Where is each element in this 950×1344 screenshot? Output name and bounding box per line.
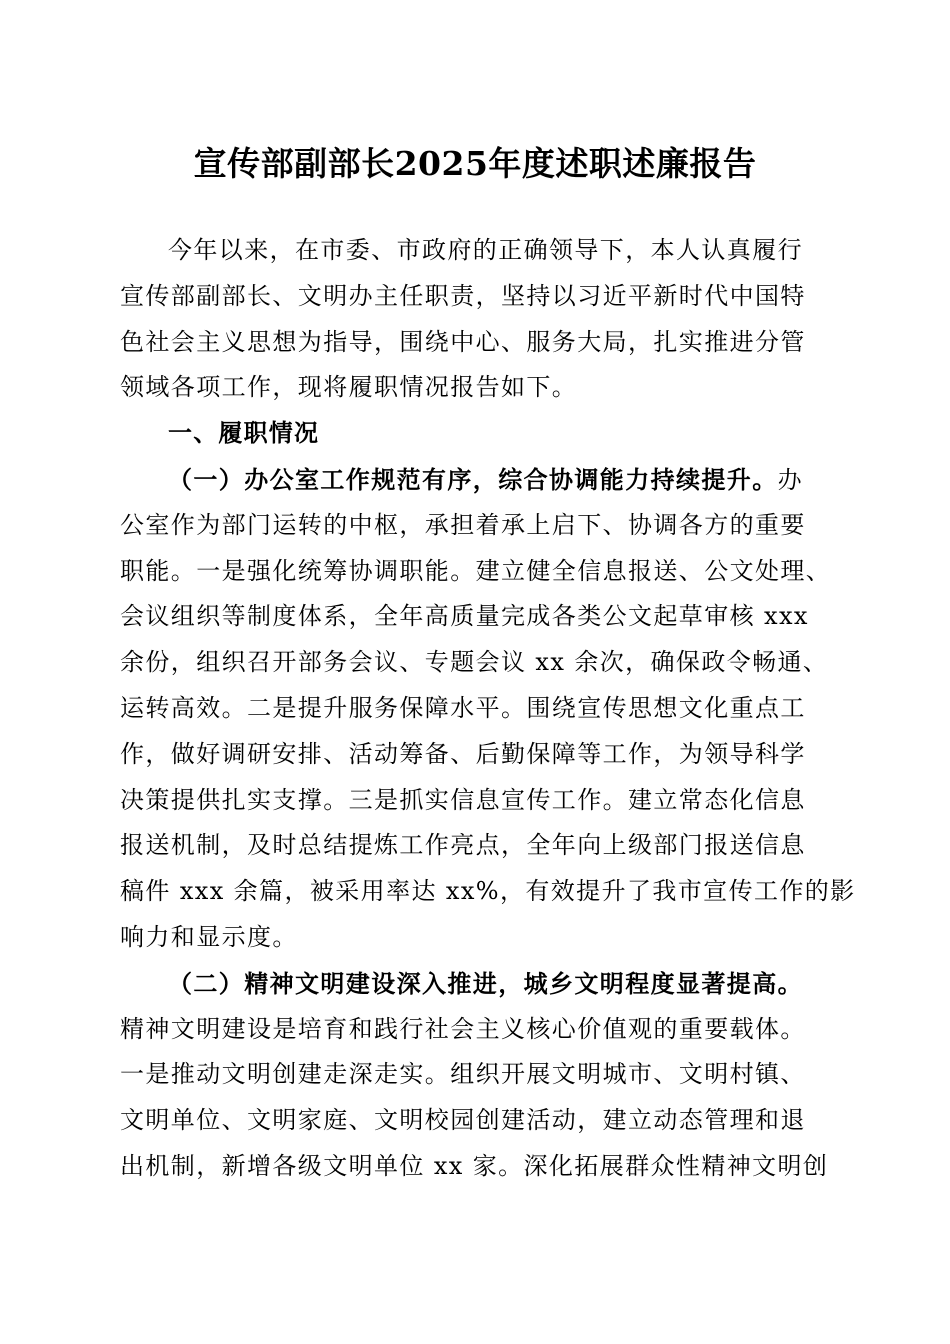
paragraph-line: 余份，组织召开部务会议、专题会议 xx 余次，确保政令畅通、 <box>120 648 829 677</box>
paragraph-line: 职能。一是强化统筹协调职能。建立健全信息报送、公文处理、 <box>120 556 832 585</box>
paragraph-line: 运转高效。二是提升服务保障水平。围绕宣传思想文化重点工 <box>120 693 806 722</box>
section-heading: 一、履职情况 <box>168 419 320 448</box>
paragraph-line: 报送机制，及时总结提炼工作亮点，全年向上级部门报送信息 <box>120 831 806 860</box>
paragraph-line: 色社会主义思想为指导，围绕中心、服务大局，扎实推进分管 <box>120 327 806 356</box>
paragraph-line: 作，做好调研安排、活动筹备、后勤保障等工作，为领导科学 <box>120 739 806 768</box>
paragraph-line: 公室作为部门运转的中枢，承担着承上启下、协调各方的重要 <box>120 510 806 539</box>
paragraph-line: 领域各项工作，现将履职情况报告如下。 <box>120 373 578 402</box>
document-body <box>120 228 856 1190</box>
paragraph-line: 响力和显示度。 <box>120 922 298 951</box>
paragraph-line: 今年以来，在市委、市政府的正确领导下，本人认真履行 <box>168 236 803 264</box>
paragraph-line: 精神文明建设是培育和践行社会主义核心价值观的重要载体。 <box>120 1014 806 1043</box>
paragraph-line: 宣传部副部长、文明办主任职责，坚持以习近平新时代中国特 <box>120 281 806 310</box>
paragraph-line: 出机制，新增各级文明单位 xx 家。深化拓展群众性精神文明创 <box>120 1151 829 1180</box>
paragraph-line: 会议组织等制度体系，全年高质量完成各类公文起草审核 xxx <box>120 602 809 631</box>
paragraph-line: 一是推动文明创建走深走实。组织开展文明城市、文明村镇、 <box>120 1060 806 1089</box>
document-title: 宣传部副部长2025年度述职述廉报告 <box>193 144 757 183</box>
paragraph-line <box>120 457 830 503</box>
paragraph-line: 决策提供扎实支撑。三是抓实信息宣传工作。建立常态化信息 <box>120 785 806 814</box>
subsection-heading: （二）精神文明建设深入推进，城乡文明程度显著提高。 <box>168 968 803 998</box>
paragraph-text: 办 <box>777 465 804 494</box>
paragraph-line: 文明单位、文明家庭、文明校园创建活动，建立动态管理和退 <box>120 1106 806 1135</box>
paragraph-line: 稿件 xxx 余篇，被采用率达 xx%，有效提升了我市宣传工作的影 <box>120 877 856 906</box>
subsection-heading: （一）办公室工作规范有序，综合协调能力持续提升。 <box>168 464 778 494</box>
